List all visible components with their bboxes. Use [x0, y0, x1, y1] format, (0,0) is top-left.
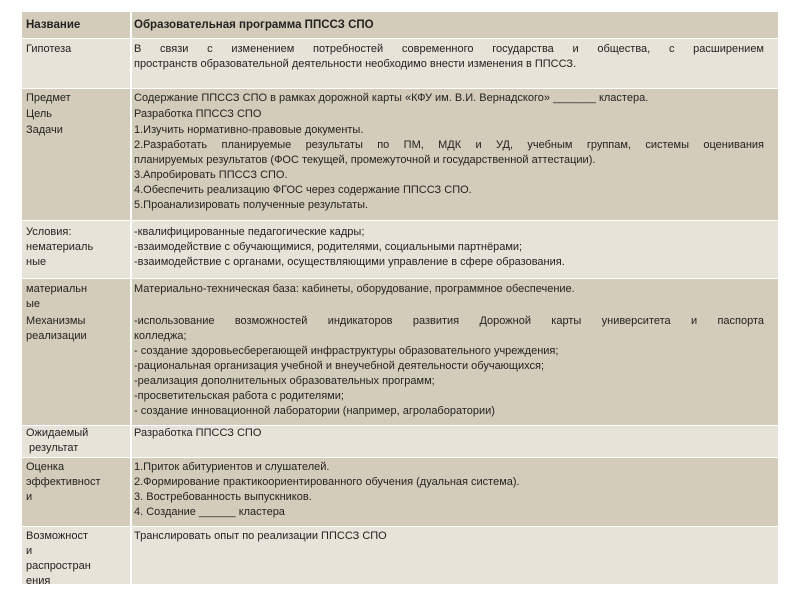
list-item: 4. Создание ______ кластера: [134, 506, 285, 518]
program-table: [22, 12, 778, 584]
list-item: -просветительская работа с родителями;: [134, 390, 344, 402]
column-divider: [130, 12, 132, 584]
dissemination-row: [22, 527, 778, 584]
expected-result-label: Ожидаемый результат: [26, 427, 89, 454]
efficiency-label: Оценка эффективност и: [26, 461, 101, 503]
task-item: 4.Обеспечить реализацию ФГОС через содержание ППССЗ СПО.: [134, 184, 472, 196]
list-item: 3. Востребованность выпускников.: [134, 491, 312, 503]
task-item: планируемых результатов (ФОС текущей, промежуточной и государственной аттестации).: [134, 154, 596, 166]
tasks-list: [134, 123, 764, 213]
task-item: 3.Апробировать ППССЗ СПО.: [134, 169, 288, 181]
task-item: 5.Проанализировать полученные результаты.: [134, 199, 369, 211]
conditions-nonmaterial-row: [22, 221, 778, 278]
subject-text: Содержание ППССЗ СПО в рамках дорожной карты «КФУ им. В.И. Вернадского» _______ кластера.: [134, 92, 649, 104]
list-item: -взаимодействие с обучающимися, родителями, социальными партнёрами;: [134, 241, 523, 253]
list-item: - создание здоровьесберегающей инфраструктуры образовательного учреждения;: [134, 345, 559, 357]
goal-text: Разработка ППССЗ СПО: [134, 108, 262, 120]
list-item: -реализация дополнительных образовательных программ;: [134, 375, 435, 387]
task-item: 2.Разработать планируемые результаты по ПМ, МДК и УД, учебным группам, системы оценивания: [134, 139, 764, 151]
subject-label: Предмет: [26, 92, 71, 104]
expected-result-row: [22, 426, 778, 457]
conditions-nonmaterial-label: Условия: нематериаль ные: [26, 226, 94, 268]
list-item: 2.Формирование практикоориентированного обучения (дуальная система).: [134, 476, 520, 488]
hypothesis-label: Гипотеза: [26, 43, 72, 55]
list-item: - создание инновационной лаборатории (например, агролаборатории): [134, 405, 495, 417]
list-item: -взаимодействие с органами, осуществляющими управление в сфере образования.: [134, 256, 565, 268]
list-item: 1.Приток абитуриентов и слушателей.: [134, 461, 330, 473]
expected-result-text: Разработка ППССЗ СПО: [134, 427, 262, 439]
list-item: -использование возможностей индикаторов развития Дорожной карты университета и паспорта: [134, 315, 764, 327]
header-row: [22, 12, 778, 38]
list-item: -рациональная организация учебной и внеучебной деятельности обучающихся;: [134, 360, 545, 372]
efficiency-row: [22, 458, 778, 526]
header-col2: Образовательная программа ППССЗ СПО: [134, 19, 374, 31]
header-col1: Название: [26, 19, 81, 31]
task-item: 1.Изучить нормативно-правовые документы.: [134, 124, 364, 136]
efficiency-list: [134, 460, 764, 520]
dissemination-label: Возможност и распростран ения: [26, 530, 91, 584]
conditions-nonmaterial-list: [134, 225, 764, 270]
mechanisms-list: [134, 314, 764, 419]
conditions-material-text: Материально-техническая база: кабинеты, оборудование, программное обеспечение.: [134, 283, 575, 295]
tasks-label: Задачи: [26, 124, 63, 136]
mechanisms-label: Механизмы реализации: [26, 315, 87, 342]
goal-label: Цель: [26, 108, 53, 120]
list-item: -квалифицированные педагогические кадры;: [134, 226, 365, 238]
conditions-material-label: материальн ые: [26, 283, 88, 310]
material-mechanisms-row: [22, 279, 778, 425]
subject-goal-tasks-row: [22, 89, 778, 220]
hypothesis-row: [22, 39, 778, 88]
dissemination-text: Транслировать опыт по реализации ППССЗ СПО: [134, 530, 387, 542]
list-item: колледжа;: [134, 330, 187, 342]
hypothesis-text: В связи с изменением потребностей современного государства и общества, с расширением пространств образовательной деятельности необходимо внести изменения в ППССЗ.: [134, 43, 764, 70]
